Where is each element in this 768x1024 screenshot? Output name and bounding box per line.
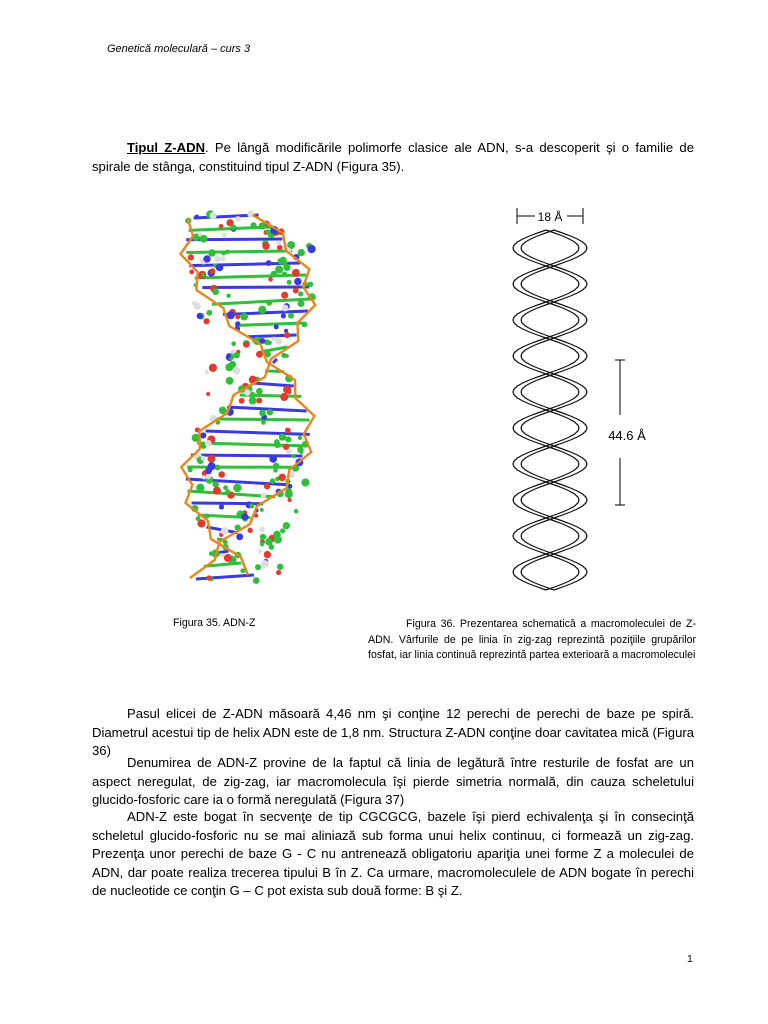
figure-35-caption: Figura 35. ADN-Z bbox=[173, 617, 256, 629]
atom bbox=[205, 370, 209, 374]
atom bbox=[259, 527, 264, 532]
atom bbox=[294, 509, 299, 514]
atom bbox=[281, 292, 288, 299]
atom bbox=[293, 288, 299, 294]
atom bbox=[221, 527, 229, 535]
atom bbox=[247, 528, 252, 533]
atom bbox=[268, 277, 273, 282]
atom bbox=[206, 310, 212, 316]
base-pair-rung bbox=[235, 323, 303, 325]
atom bbox=[280, 528, 285, 533]
atom bbox=[202, 475, 206, 479]
atom bbox=[194, 215, 199, 220]
atom bbox=[264, 551, 271, 558]
atom bbox=[275, 338, 282, 345]
atom bbox=[255, 564, 261, 570]
atom bbox=[265, 229, 270, 234]
atom bbox=[267, 409, 273, 415]
intro-term: Tipul Z-ADN bbox=[127, 140, 206, 155]
atom bbox=[260, 534, 266, 540]
atom bbox=[256, 398, 262, 404]
atom bbox=[218, 471, 225, 478]
atom bbox=[220, 256, 225, 261]
atom bbox=[301, 478, 309, 486]
atom bbox=[250, 222, 256, 228]
atom bbox=[279, 434, 286, 441]
base-pair-rung bbox=[252, 383, 293, 386]
atom bbox=[287, 390, 291, 394]
base-pair-rung bbox=[206, 431, 310, 434]
atom bbox=[274, 536, 282, 544]
atom bbox=[230, 224, 236, 230]
atom bbox=[298, 249, 305, 256]
atom bbox=[235, 315, 240, 320]
atom bbox=[265, 538, 273, 546]
atom bbox=[294, 278, 302, 286]
atom bbox=[274, 439, 280, 445]
atom bbox=[258, 549, 263, 554]
atom bbox=[197, 313, 203, 319]
atom bbox=[206, 474, 212, 480]
base-pair-rung bbox=[273, 359, 277, 363]
atom bbox=[196, 516, 201, 521]
atom bbox=[302, 322, 308, 328]
atom bbox=[240, 313, 248, 321]
atom bbox=[225, 489, 230, 494]
atom bbox=[243, 342, 249, 348]
atom bbox=[226, 377, 234, 385]
running-header: Genetică moleculară – curs 3 bbox=[107, 43, 251, 55]
atom bbox=[200, 235, 208, 243]
atom bbox=[291, 454, 295, 458]
atom bbox=[216, 264, 224, 272]
atom bbox=[261, 493, 266, 498]
atom bbox=[235, 216, 241, 222]
atom bbox=[201, 273, 205, 277]
atom bbox=[224, 554, 232, 562]
atom bbox=[281, 353, 286, 358]
width-label: 18 Å bbox=[537, 210, 563, 224]
atom bbox=[205, 440, 212, 447]
atom bbox=[226, 294, 230, 298]
atom bbox=[241, 513, 248, 520]
atom bbox=[280, 393, 288, 401]
atom bbox=[285, 490, 293, 498]
atom bbox=[236, 533, 243, 540]
atom bbox=[288, 498, 292, 502]
atom bbox=[284, 332, 290, 338]
base-pair-rung bbox=[196, 575, 254, 579]
atom bbox=[283, 522, 290, 529]
figure-36-caption: Figura 36. Prezentarea schematică a macromoleculei de Z-ADN. Vârfurile de pe linia în zig-zag reprezintă poziţiile grupărilor fosfat, iar linia continuă reprezintă partea exterioară a macromoleculei bbox=[368, 618, 696, 661]
atom bbox=[208, 249, 215, 256]
atom bbox=[273, 468, 277, 472]
atom bbox=[260, 542, 264, 546]
helix-strand-outline bbox=[521, 230, 587, 590]
atom bbox=[298, 291, 303, 296]
atom bbox=[226, 354, 231, 359]
atom bbox=[203, 318, 209, 324]
atom bbox=[258, 306, 266, 314]
atom bbox=[287, 280, 292, 285]
atom bbox=[298, 436, 302, 440]
atom bbox=[206, 575, 211, 580]
atom bbox=[207, 455, 215, 463]
atom bbox=[307, 245, 315, 253]
atom bbox=[234, 352, 240, 358]
atom bbox=[214, 255, 221, 262]
atom bbox=[249, 503, 254, 508]
atom bbox=[221, 251, 226, 256]
atom bbox=[209, 551, 213, 555]
atom bbox=[299, 449, 303, 453]
atom bbox=[274, 324, 279, 329]
atom bbox=[210, 212, 217, 219]
atom bbox=[233, 484, 241, 492]
atom bbox=[256, 388, 263, 395]
atom bbox=[256, 351, 263, 358]
atom bbox=[219, 504, 224, 509]
atom bbox=[264, 483, 270, 489]
pitch-label: 44.6 Å bbox=[608, 428, 646, 443]
base-pair-rung bbox=[191, 455, 303, 456]
atom bbox=[220, 553, 224, 557]
atom bbox=[292, 269, 300, 277]
atom bbox=[260, 508, 264, 512]
base-pair-rung bbox=[186, 251, 292, 252]
atom bbox=[261, 560, 269, 568]
atom bbox=[273, 463, 280, 470]
atom bbox=[266, 260, 272, 266]
atom bbox=[283, 264, 290, 271]
base-pair-rung bbox=[189, 227, 271, 230]
atom bbox=[188, 254, 194, 260]
atom bbox=[203, 255, 210, 262]
atom bbox=[192, 301, 198, 307]
atom bbox=[277, 564, 283, 570]
atom bbox=[200, 432, 206, 438]
atom bbox=[188, 467, 193, 472]
base-pair-rung bbox=[212, 299, 310, 304]
atom bbox=[235, 321, 240, 326]
atom bbox=[231, 341, 236, 346]
atom bbox=[229, 361, 236, 368]
base-pair-rung bbox=[227, 407, 306, 411]
atom bbox=[276, 240, 281, 245]
atom bbox=[206, 392, 210, 396]
atom bbox=[270, 478, 276, 484]
page-number: 1 bbox=[687, 953, 693, 965]
atom bbox=[282, 271, 287, 276]
atom bbox=[196, 484, 204, 492]
atom bbox=[285, 436, 291, 442]
atom bbox=[210, 268, 216, 274]
atom bbox=[288, 313, 294, 319]
atom bbox=[209, 364, 217, 372]
helix-strand-outline bbox=[513, 230, 579, 590]
atom bbox=[282, 305, 289, 312]
intro-text: . Pe lângă modificările polimorfe clasice ale ADN, s-a descoperit şi o familie de spirale de stânga, constituind tipul Z-ADN (Figura 35). bbox=[92, 140, 694, 174]
atom bbox=[270, 271, 277, 278]
atom bbox=[212, 481, 219, 488]
atom bbox=[276, 570, 281, 575]
paragraph-1: Pasul elicei de Z-ADN măsoară 4,46 nm şi conţine 12 perechi de perechi de baze pe spiră. Diametrul acestui tip de helix ADN este de 1,8 nm. Structura Z-ADN conţine doar cavitatea mică (Figura 36) bbox=[92, 706, 694, 758]
atom bbox=[259, 410, 266, 417]
paragraph-2: Denumirea de ADN-Z provine de la faptul că linia de legătură între resturile de fosfat are un aspect neregulat, de zig-zag, iar macromolecula îşi pierde simetria normală, din cauza scheletului glucido-fosforic care ia o formă neregulată (Figura 37) bbox=[92, 755, 694, 807]
atom bbox=[201, 456, 206, 461]
atom bbox=[298, 300, 305, 307]
atom bbox=[253, 577, 260, 584]
paragraph-3: ADN-Z este bogat în secvenţe de tip CGCGCG, bazele îşi pierd echivalenţa şi în consecinţă scheletul glucido-fosforic nu se mai aliniază sub forma unui helix continuu, ci formează un zig-zag. Prezenţa unor perechi de baze G - C nu antrenează obligatoriu apariţia unei forme Z a moleculei de ADN, dar poate realiza trecerea tipului B în Z. Ca urmare, macromoleculele de ADN bogate în perechi de nucleotide ce conţin G – C pot exista sub două forme: B şi Z. bbox=[92, 809, 694, 898]
atom bbox=[285, 428, 291, 434]
atom bbox=[213, 487, 221, 495]
figure-35-zdna-model bbox=[160, 205, 335, 590]
atom bbox=[233, 367, 241, 375]
atom bbox=[283, 444, 289, 450]
atom bbox=[239, 398, 245, 404]
atom bbox=[266, 300, 272, 306]
atom bbox=[308, 282, 314, 288]
atom bbox=[261, 420, 266, 425]
atom bbox=[189, 270, 194, 275]
figure-36-zdna-schematic bbox=[505, 200, 655, 595]
intro-paragraph bbox=[92, 139, 694, 176]
atom bbox=[219, 224, 224, 229]
base-pair-rung bbox=[197, 443, 307, 446]
atom bbox=[205, 467, 212, 474]
atom bbox=[269, 455, 277, 463]
atom bbox=[262, 242, 269, 249]
atom bbox=[227, 311, 235, 319]
atom bbox=[212, 288, 219, 295]
atom bbox=[280, 257, 287, 264]
atom bbox=[278, 474, 286, 482]
atom bbox=[222, 233, 227, 238]
atom bbox=[281, 313, 286, 318]
atom bbox=[277, 245, 283, 251]
